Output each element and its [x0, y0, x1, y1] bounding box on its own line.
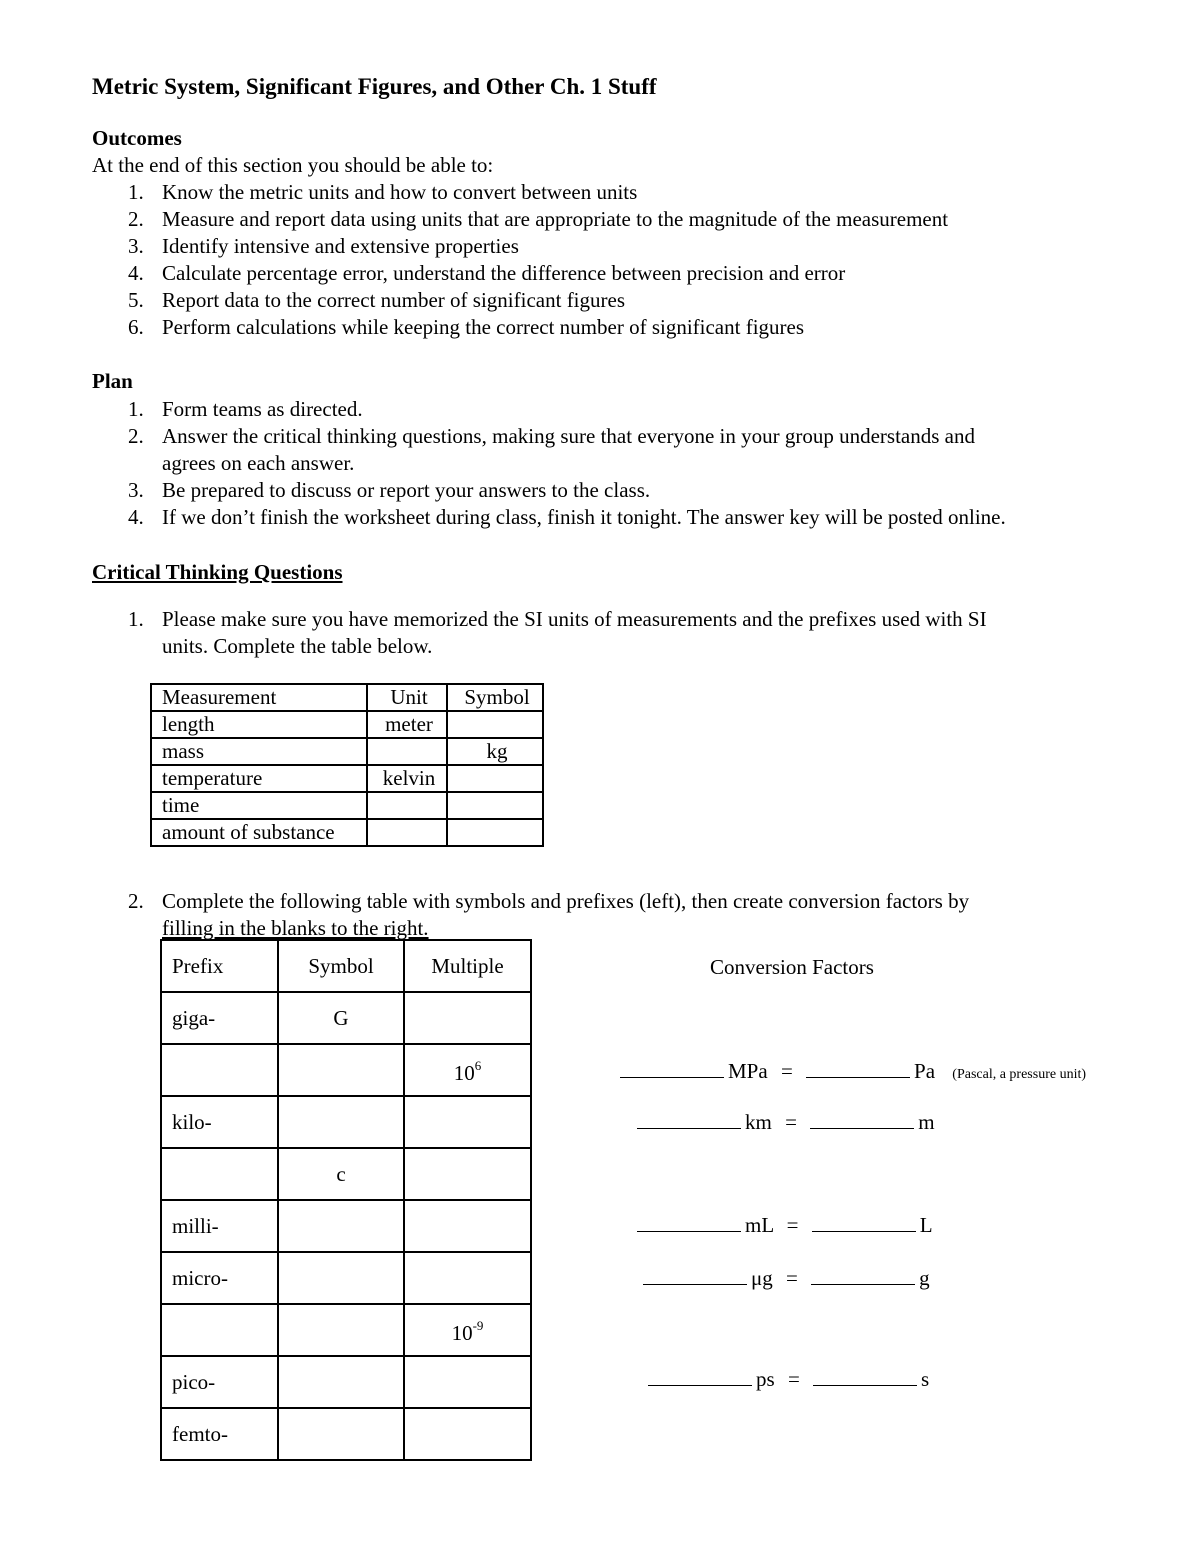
list-number: 5.: [128, 288, 144, 312]
answer-blank-right[interactable]: [806, 1059, 910, 1078]
list-text: Form teams as directed.: [162, 397, 363, 421]
header-measurement: Measurement: [151, 684, 367, 711]
conversion-row-ug: [643, 1266, 930, 1291]
table-row: [151, 792, 543, 819]
multiple-base: 10: [453, 1060, 475, 1085]
symbol-cell[interactable]: kg: [447, 738, 543, 765]
question-number: 1.: [128, 607, 144, 631]
equals-sign: =: [786, 1266, 798, 1290]
question-text: Please make sure you have memorized the SI units of measurements and the prefixes used with SI: [162, 607, 987, 631]
list-text: Report data to the correct number of significant figures: [162, 288, 626, 312]
list-text: Calculate percentage error, understand the difference between precision and error: [162, 261, 846, 285]
answer-blank-right[interactable]: [813, 1367, 917, 1386]
list-number: 4.: [128, 261, 144, 285]
table-row: [161, 1148, 531, 1200]
plan-heading: Plan: [92, 369, 133, 393]
measurement-cell: amount of substance: [151, 819, 367, 846]
right-unit: Pa: [914, 1059, 936, 1083]
unit-note: (Pascal, a pressure unit): [952, 1067, 1087, 1082]
symbol-cell[interactable]: G: [278, 992, 404, 1044]
left-unit: ps: [756, 1367, 775, 1391]
table-header-row: [151, 684, 543, 711]
list-item: [0, 207, 1200, 234]
answer-blank-right[interactable]: [811, 1266, 915, 1285]
answer-blank-left[interactable]: [648, 1367, 752, 1386]
left-unit: μg: [751, 1266, 773, 1290]
outcomes-intro: At the end of this section you should be able to:: [92, 153, 494, 177]
measurement-cell: time: [151, 792, 367, 819]
symbol-cell[interactable]: [278, 1200, 404, 1252]
multiple-cell[interactable]: [404, 1148, 531, 1200]
header-symbol: Symbol: [278, 940, 404, 992]
conversion-row-mpa: [620, 1059, 1086, 1084]
header-prefix: Prefix: [161, 940, 278, 992]
left-unit: MPa: [728, 1059, 768, 1083]
list-text-continued: agrees on each answer.: [162, 451, 355, 475]
multiple-exponent: 6: [474, 1057, 482, 1073]
list-item: [0, 261, 1200, 288]
prefix-cell[interactable]: [161, 1148, 278, 1200]
list-number: 3.: [128, 234, 144, 258]
table-header-row: [161, 940, 531, 992]
multiple-cell[interactable]: [404, 992, 531, 1044]
list-text: Be prepared to discuss or report your answers to the class.: [162, 478, 651, 502]
prefix-cell[interactable]: [161, 1304, 278, 1356]
header-unit: Unit: [367, 684, 447, 711]
answer-blank-left[interactable]: [637, 1213, 741, 1232]
symbol-cell[interactable]: [447, 819, 543, 846]
list-number: 4.: [128, 505, 144, 529]
conversion-row-km: [637, 1110, 935, 1135]
unit-cell[interactable]: [367, 738, 447, 765]
equals-sign: =: [785, 1110, 797, 1134]
table-row: [161, 992, 531, 1044]
left-unit: km: [745, 1110, 772, 1134]
multiple-cell[interactable]: [404, 1252, 531, 1304]
prefix-cell[interactable]: femto-: [161, 1408, 278, 1460]
symbol-cell[interactable]: [278, 1096, 404, 1148]
multiple-cell[interactable]: [404, 1200, 531, 1252]
list-text: If we don’t finish the worksheet during class, finish it tonight. The answer key will be posted online.: [162, 505, 1006, 529]
multiple-base: 10: [451, 1320, 473, 1345]
prefix-cell[interactable]: [161, 1044, 278, 1096]
list-item: [0, 180, 1200, 207]
page-title: Metric System, Significant Figures, and Other Ch. 1 Stuff: [92, 74, 657, 99]
conversion-row-ps: [648, 1367, 929, 1392]
answer-blank-right[interactable]: [812, 1213, 916, 1232]
table-row: [161, 1200, 531, 1252]
symbol-cell[interactable]: [278, 1044, 404, 1096]
multiple-cell[interactable]: [404, 1356, 531, 1408]
symbol-cell[interactable]: [278, 1252, 404, 1304]
list-item: [0, 478, 1200, 505]
list-number: 2.: [128, 424, 144, 448]
header-symbol: Symbol: [447, 684, 543, 711]
unit-cell[interactable]: meter: [367, 711, 447, 738]
symbol-cell[interactable]: [447, 711, 543, 738]
prefix-cell[interactable]: micro-: [161, 1252, 278, 1304]
prefix-table: [160, 939, 532, 1461]
list-item: [0, 505, 1200, 532]
list-item: [0, 288, 1200, 315]
unit-cell[interactable]: [367, 819, 447, 846]
symbol-cell[interactable]: c: [278, 1148, 404, 1200]
list-text: Know the metric units and how to convert between units: [162, 180, 638, 204]
table-row: [161, 1096, 531, 1148]
equals-sign: =: [786, 1213, 799, 1237]
answer-blank-left[interactable]: [620, 1059, 724, 1078]
table-row: [161, 1408, 531, 1460]
right-unit: m: [918, 1110, 935, 1134]
table-row: [151, 711, 543, 738]
prefix-cell[interactable]: giga-: [161, 992, 278, 1044]
question-text-continued: filling in the blanks to the right.: [162, 916, 429, 940]
measurement-cell: length: [151, 711, 367, 738]
list-number: 2.: [128, 207, 144, 231]
list-text: Measure and report data using units that are appropriate to the magnitude of the measurement: [162, 207, 949, 231]
list-item: [0, 397, 1200, 424]
left-unit: mL: [745, 1213, 774, 1237]
table-row: [161, 1044, 531, 1096]
table-row: [161, 1356, 531, 1408]
equals-sign: =: [780, 1059, 793, 1083]
answer-blank-right[interactable]: [810, 1110, 914, 1129]
symbol-cell[interactable]: [447, 792, 543, 819]
table-row: [151, 738, 543, 765]
table-row: [151, 765, 543, 792]
multiple-cell[interactable]: [404, 1044, 531, 1096]
measurement-cell: temperature: [151, 765, 367, 792]
multiple-cell[interactable]: [404, 1408, 531, 1460]
question-number: 2.: [128, 889, 144, 913]
measurement-cell: mass: [151, 738, 367, 765]
table-row: [161, 1252, 531, 1304]
outcomes-heading: Outcomes: [92, 126, 182, 150]
prefix-cell[interactable]: milli-: [161, 1200, 278, 1252]
right-unit: s: [921, 1367, 930, 1391]
symbol-cell[interactable]: [278, 1408, 404, 1460]
ctq-heading: Critical Thinking Questions: [92, 560, 343, 584]
unit-cell[interactable]: [367, 792, 447, 819]
header-multiple: Multiple: [404, 940, 531, 992]
unit-cell[interactable]: kelvin: [367, 765, 447, 792]
list-item: [0, 315, 1200, 342]
list-number: 6.: [128, 315, 144, 339]
answer-blank-left[interactable]: [643, 1266, 747, 1285]
symbol-cell[interactable]: [447, 765, 543, 792]
list-number: 3.: [128, 478, 144, 502]
prefix-cell[interactable]: pico-: [161, 1356, 278, 1408]
equals-sign: =: [787, 1367, 800, 1391]
list-number: 1.: [128, 180, 144, 204]
list-item: [0, 234, 1200, 261]
list-number: 1.: [128, 397, 144, 421]
list-text: Perform calculations while keeping the correct number of significant figures: [162, 315, 805, 339]
prefix-cell[interactable]: kilo-: [161, 1096, 278, 1148]
list-text: Identify intensive and extensive properties: [162, 234, 519, 258]
list-text: Answer the critical thinking questions, making sure that everyone in your group understands and: [162, 424, 975, 448]
right-unit: g: [919, 1266, 930, 1290]
table-row: [151, 819, 543, 846]
table-row: [161, 1304, 531, 1356]
conversion-factors-heading: Conversion Factors: [710, 955, 874, 979]
multiple-cell[interactable]: [404, 1304, 531, 1356]
si-units-table: [150, 683, 544, 847]
list-item: [0, 424, 1200, 478]
multiple-cell[interactable]: [404, 1096, 531, 1148]
right-unit: L: [919, 1213, 933, 1237]
symbol-cell[interactable]: [278, 1356, 404, 1408]
question-text: Complete the following table with symbols and prefixes (left), then create conversion factors by: [162, 889, 970, 913]
multiple-exponent: -9: [472, 1317, 484, 1333]
symbol-cell[interactable]: [278, 1304, 404, 1356]
conversion-row-ml: [637, 1213, 933, 1238]
question-text-continued: units. Complete the table below.: [162, 634, 433, 658]
answer-blank-left[interactable]: [637, 1110, 741, 1129]
